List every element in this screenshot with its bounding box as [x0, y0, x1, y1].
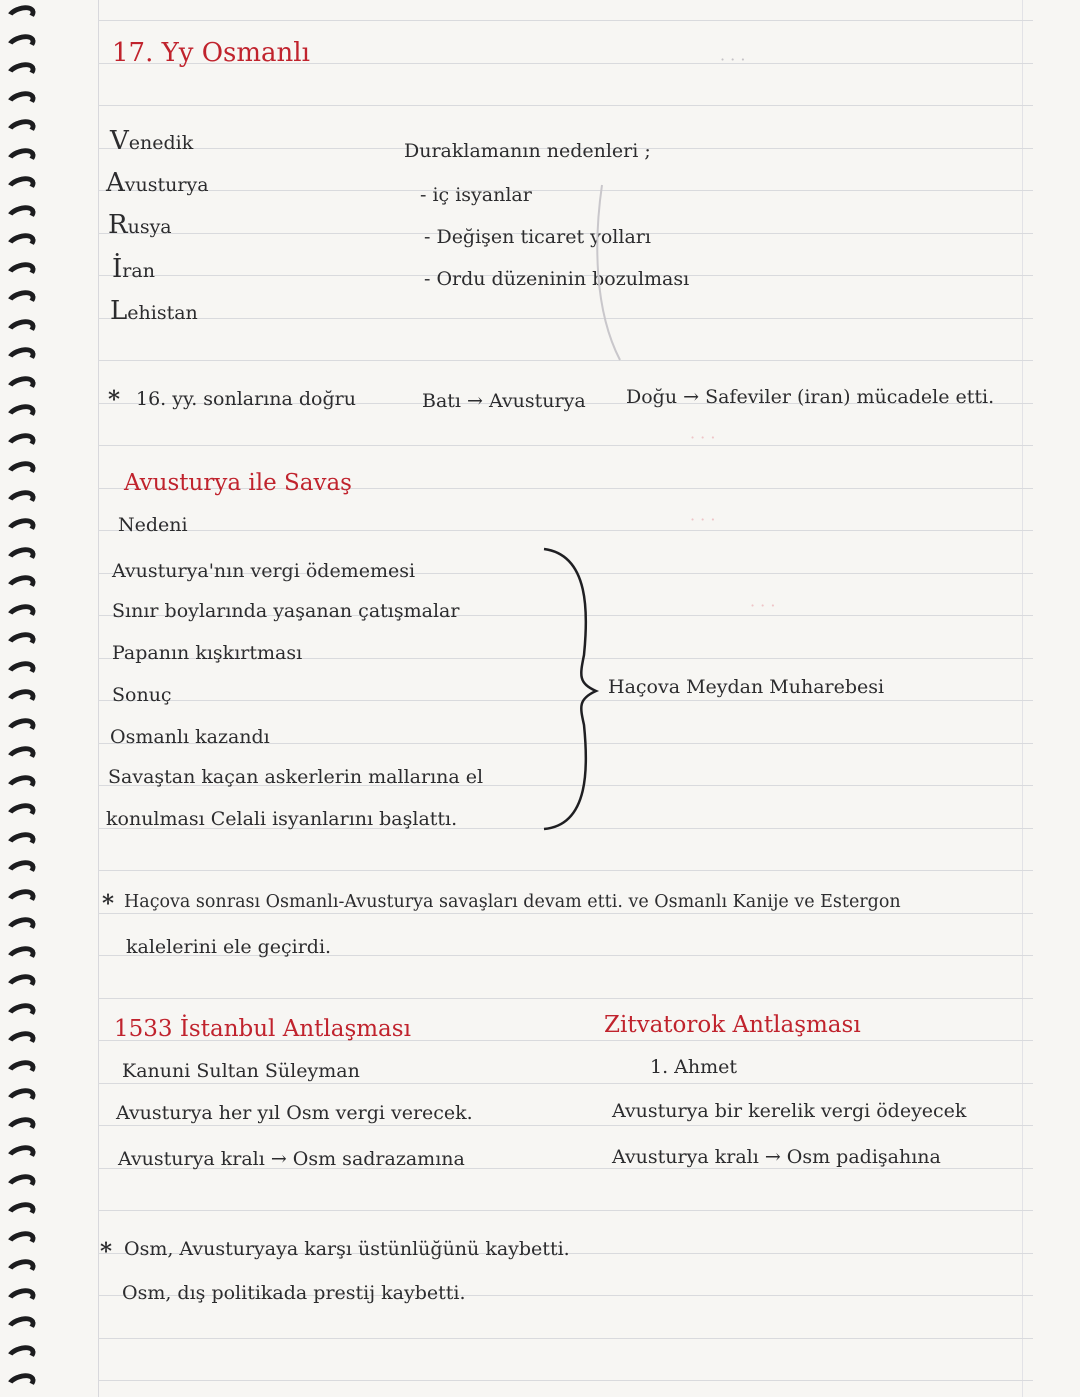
reason-item: Papanın kışkırtması — [112, 642, 303, 664]
rival-initial: İ — [112, 254, 123, 284]
faint-bracket — [592, 180, 632, 370]
spiral-ring — [4, 1028, 38, 1054]
rival-initial: A — [106, 168, 125, 198]
rival-initial: L — [110, 296, 128, 326]
spiral-ring — [4, 486, 38, 512]
reason-item: Avusturya'nın vergi ödememesi — [112, 560, 416, 582]
result-item: Savaştan kaçan askerlerin mallarına el — [108, 766, 484, 788]
reason-item: Sınır boylarında yaşanan çatışmalar — [112, 600, 460, 622]
rival-initial: R — [108, 210, 128, 240]
spiral-ring — [4, 572, 38, 598]
note-hacova-line1: Haçova sonrası Osmanlı-Avusturya savaşları devam etti. ve Osmanlı Kanije ve Estergon — [124, 892, 901, 912]
section-heading-war: Avusturya ile Savaş — [124, 470, 352, 496]
spiral-ring — [4, 885, 38, 911]
ruled-line — [98, 530, 1033, 531]
spiral-ring — [4, 914, 38, 940]
spiral-ring — [4, 1256, 38, 1282]
zitvatorok-treaty-line: 1. Ahmet — [650, 1056, 738, 1078]
ruled-line — [98, 20, 1033, 21]
spiral-ring — [4, 743, 38, 769]
spiral-ring — [4, 344, 38, 370]
spiral-ring — [4, 458, 38, 484]
note-16-west: Batı → Avusturya — [422, 390, 586, 412]
spiral-ring — [4, 287, 38, 313]
spiral-ring — [4, 230, 38, 256]
result-item: konulması Celali isyanlarını başlattı. — [106, 808, 458, 830]
rival-item — [108, 212, 172, 238]
spiral-ring — [4, 515, 38, 541]
spiral-ring — [4, 1199, 38, 1225]
star-bullet: * — [108, 386, 121, 413]
reasons-label: Nedeni — [118, 514, 188, 536]
istanbul-treaty-line: Avusturya kralı → Osm sadrazamına — [118, 1148, 465, 1170]
istanbul-treaty-heading: 1533 İstanbul Antlaşması — [114, 1016, 411, 1042]
spiral-ring — [4, 87, 38, 113]
spiral-ring — [4, 1170, 38, 1196]
spiral-ring — [4, 116, 38, 142]
spiral-ring — [4, 1341, 38, 1367]
zitvatorok-treaty-line: Avusturya kralı → Osm padişahına — [612, 1146, 941, 1168]
spiral-ring — [4, 771, 38, 797]
spiral-ring — [4, 857, 38, 883]
spiral-ring — [4, 59, 38, 85]
rival-item — [110, 298, 198, 324]
note-hacova-line2: kalelerini ele geçirdi. — [126, 936, 332, 958]
stagnation-heading: Duraklamanın nedenleri ; — [404, 140, 651, 162]
ruled-line — [98, 1083, 1033, 1084]
result-label: Sonuç — [112, 684, 172, 706]
show-through-text: · · · — [690, 428, 716, 447]
spiral-ring — [4, 30, 38, 56]
ruled-line — [98, 1380, 1033, 1381]
rival-name: ehistan — [127, 302, 198, 324]
spiral-ring — [4, 828, 38, 854]
spiral-ring — [4, 543, 38, 569]
istanbul-treaty-line: Kanuni Sultan Süleyman — [122, 1060, 360, 1082]
rival-item — [112, 256, 155, 282]
note-final-line1: Osm, Avusturyaya karşı üstünlüğünü kaybetti. — [124, 1238, 570, 1260]
spiral-ring — [4, 1056, 38, 1082]
spiral-ring — [4, 372, 38, 398]
spiral-ring — [4, 600, 38, 626]
ruled-line — [98, 105, 1033, 106]
spiral-ring — [4, 1085, 38, 1111]
spiral-ring — [4, 144, 38, 170]
spiral-ring — [4, 800, 38, 826]
spiral-ring — [4, 1370, 38, 1396]
note-16-text: 16. yy. sonlarına doğru — [136, 388, 356, 410]
ruled-line — [98, 998, 1033, 999]
spiral-ring — [4, 714, 38, 740]
spiral-binding — [0, 0, 50, 1397]
rival-name: usya — [127, 216, 172, 238]
ruled-line — [98, 190, 1033, 191]
rival-item — [110, 128, 193, 154]
rival-name: vusturya — [124, 174, 209, 196]
show-through-text: · · · — [690, 510, 716, 529]
spiral-ring — [4, 1284, 38, 1310]
ruled-line — [98, 1125, 1033, 1126]
spiral-ring — [4, 1113, 38, 1139]
stagnation-cause: - iç isyanlar — [420, 184, 532, 206]
rival-item — [106, 170, 209, 196]
spiral-ring — [4, 1227, 38, 1253]
spiral-ring — [4, 429, 38, 455]
spiral-ring — [4, 1313, 38, 1339]
rival-name: ran — [122, 260, 155, 282]
margin-line — [98, 0, 99, 1397]
spiral-ring — [4, 401, 38, 427]
right-edge-line — [1022, 0, 1023, 1397]
spiral-ring — [4, 999, 38, 1025]
istanbul-treaty-line: Avusturya her yıl Osm vergi verecek. — [116, 1102, 473, 1124]
star-bullet: * — [102, 890, 115, 917]
spiral-ring — [4, 686, 38, 712]
page-title: 17. Yy Osmanlı — [112, 38, 310, 68]
note-16-east: Doğu → Safeviler (iran) mücadele etti. — [626, 386, 995, 408]
stagnation-cause: - Ordu düzeninin bozulması — [424, 268, 690, 290]
star-bullet: * — [100, 1238, 113, 1265]
zitvatorok-treaty-heading: Zitvatorok Antlaşması — [604, 1012, 861, 1038]
spiral-ring — [4, 657, 38, 683]
spiral-ring — [4, 315, 38, 341]
rival-name: enedik — [128, 132, 194, 154]
ruled-line — [98, 360, 1033, 361]
ruled-line — [98, 445, 1033, 446]
spiral-ring — [4, 201, 38, 227]
curly-brace — [540, 545, 600, 835]
show-through-text: · · · — [750, 596, 776, 615]
ruled-line — [98, 870, 1033, 871]
zitvatorok-treaty-line: Avusturya bir kerelik vergi ödeyecek — [612, 1100, 967, 1122]
stagnation-cause: - Değişen ticaret yolları — [424, 226, 651, 248]
ruled-line — [98, 913, 1033, 914]
ruled-line — [98, 1210, 1033, 1211]
ruled-line — [98, 1338, 1033, 1339]
result-item: Osmanlı kazandı — [110, 726, 270, 748]
spiral-ring — [4, 2, 38, 28]
spiral-ring — [4, 971, 38, 997]
spiral-ring — [4, 942, 38, 968]
ruled-line — [98, 318, 1033, 319]
spiral-ring — [4, 173, 38, 199]
spiral-ring — [4, 258, 38, 284]
spiral-ring — [4, 1142, 38, 1168]
spiral-ring — [4, 629, 38, 655]
show-through-text: · · · — [720, 50, 746, 69]
battle-name: Haçova Meydan Muharebesi — [608, 676, 885, 698]
rival-initial: V — [110, 126, 129, 156]
note-final-line2: Osm, dış politikada prestij kaybetti. — [122, 1282, 466, 1304]
